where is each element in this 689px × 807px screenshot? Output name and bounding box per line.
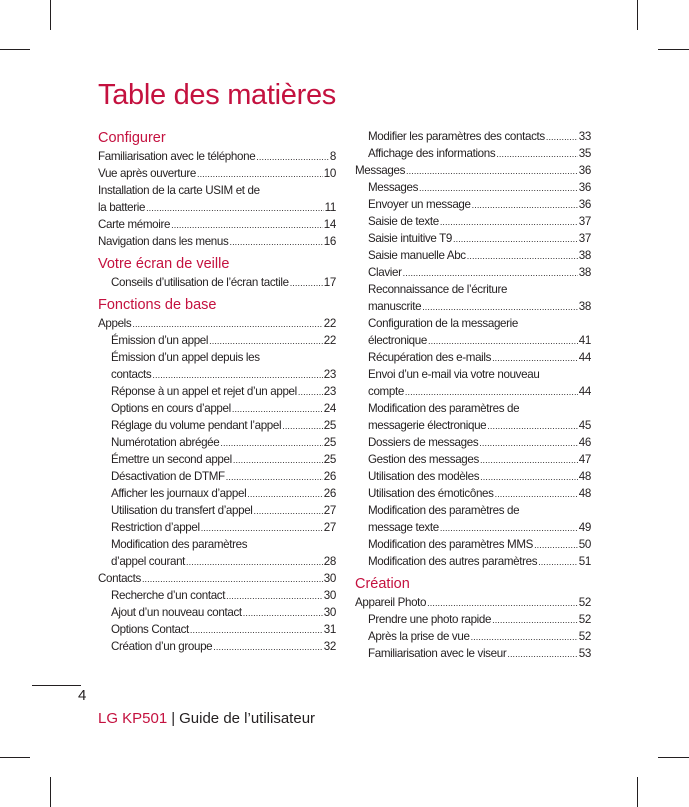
toc-entry-page: 44 [578, 385, 591, 398]
toc-entry[interactable] [98, 315, 336, 332]
dot-leader [233, 452, 323, 469]
toc-entry-title: Carte mémoire [98, 218, 171, 231]
toc-entry-title: Émission d’un appel [111, 334, 209, 347]
toc-entry-title: Désactivation de DTMF [111, 470, 225, 483]
dot-leader [243, 605, 323, 622]
dot-leader [403, 265, 578, 282]
toc-entry-title: Messages [368, 181, 419, 194]
toc-entry-title: Messages [355, 164, 406, 177]
toc-entry-page: 46 [578, 436, 591, 449]
dot-leader [226, 588, 323, 605]
toc-entry-title: Gestion des messages [368, 453, 479, 466]
toc-entry-title: Envoyer un message [368, 198, 471, 211]
toc-entry-page: 48 [578, 487, 591, 500]
dot-leader [492, 612, 578, 629]
toc-entry-title: compte [368, 385, 404, 398]
toc-entry-page: 36 [578, 164, 591, 177]
crop-mark [50, 777, 51, 807]
toc-left-column [98, 128, 336, 655]
toc-entry[interactable] [98, 502, 336, 519]
dot-leader [440, 520, 578, 537]
dot-leader [171, 217, 323, 234]
toc-entry-title: Utilisation des modèles [368, 470, 480, 483]
toc-entry-page: 52 [578, 630, 591, 643]
toc-entry[interactable] [355, 468, 591, 485]
toc-entry[interactable] [355, 349, 591, 366]
toc-entry-page: 27 [323, 521, 336, 534]
footer-separator: | [171, 710, 176, 727]
dot-leader [546, 129, 578, 146]
toc-entry-title: Afficher les journaux d’appel [111, 487, 247, 500]
toc-entry[interactable] [355, 196, 591, 213]
dot-leader [190, 622, 323, 639]
section-heading: Fonctions de base [98, 297, 217, 313]
crop-mark [658, 49, 689, 50]
toc-entry-title: électronique [368, 334, 427, 347]
toc-entry-page: 51 [578, 555, 591, 568]
toc-entry-page: 24 [323, 402, 336, 415]
toc-entry-title: Recherche d’un contact [111, 589, 226, 602]
toc-entry-title: Restriction d’appel [111, 521, 200, 534]
toc-entry-title: Utilisation des émoticônes [368, 487, 494, 500]
crop-mark [658, 757, 689, 758]
toc-entry-title: Prendre une photo rapide [368, 613, 492, 626]
toc-entry-title: messagerie électronique [368, 419, 487, 432]
dot-leader [440, 214, 578, 231]
toc-entry-title: Modification des paramètres [111, 538, 248, 551]
toc-entry-title: Options en cours d’appel [111, 402, 231, 415]
crop-mark [637, 0, 638, 30]
dot-leader [186, 554, 323, 571]
dot-leader [479, 435, 578, 452]
page-number-rule [32, 685, 81, 686]
toc-entry[interactable] [98, 468, 336, 485]
toc-entry[interactable] [355, 162, 591, 179]
toc-entry[interactable] [355, 281, 591, 315]
crop-mark [50, 0, 51, 30]
toc-entry[interactable] [98, 332, 336, 349]
toc-entry-page: 30 [323, 589, 336, 602]
toc-entry-page: 48 [578, 470, 591, 483]
page-number: 4 [78, 687, 87, 704]
dot-leader [254, 503, 323, 520]
toc-entry-title: Réponse à un appel et rejet d’un appel [111, 385, 297, 398]
toc-entry[interactable] [98, 349, 336, 383]
toc-entry-title: Conseils d’utilisation de l’écran tactile [111, 276, 289, 289]
dot-leader [406, 163, 578, 180]
toc-entry-page: 8 [329, 150, 336, 163]
toc-entry-page: 38 [578, 249, 591, 262]
dot-leader [480, 452, 578, 469]
toc-entry-title: Envoi d’un e-mail via votre nouveau [368, 368, 540, 381]
toc-entry-title: Modification des paramètres de [368, 504, 520, 517]
dot-leader [467, 248, 578, 265]
toc-entry-page: 26 [323, 470, 336, 483]
toc-entry-title: Affichage des informations [368, 147, 496, 160]
toc-entry[interactable] [98, 570, 336, 587]
toc-entry-page: 16 [323, 235, 336, 248]
toc-entry-page: 37 [578, 215, 591, 228]
toc-entry-page: 36 [578, 198, 591, 211]
toc-entry-title: Modification des autres paramètres [368, 555, 538, 568]
toc-entry[interactable] [98, 274, 336, 291]
toc-entry[interactable] [355, 628, 591, 645]
toc-entry-title: Saisie de texte [368, 215, 439, 228]
toc-entry-title: la batterie [98, 201, 146, 214]
toc-entry-page: 38 [578, 266, 591, 279]
toc-entry[interactable] [98, 400, 336, 417]
toc-entry-title: Modifier les paramètres des contacts [368, 130, 545, 143]
dot-leader [534, 537, 578, 554]
toc-entry-title: contacts [111, 368, 152, 381]
dot-leader [201, 520, 323, 537]
toc-entry-title: Familiarisation avec le viseur [368, 647, 507, 660]
toc-entry[interactable] [355, 611, 591, 628]
dot-leader [419, 180, 578, 197]
toc-right-column [355, 128, 591, 662]
toc-entry-page: 35 [578, 147, 591, 160]
toc-entry-title: Émission d’un appel depuis les [111, 351, 260, 364]
dot-leader [232, 401, 323, 418]
dot-leader [197, 166, 323, 183]
toc-entry[interactable] [355, 213, 591, 230]
toc-entry[interactable] [355, 502, 591, 536]
dot-leader [226, 469, 323, 486]
toc-entry[interactable] [355, 553, 591, 570]
toc-entry-title: Utilisation du transfert d’appel [111, 504, 253, 517]
dot-leader [538, 554, 578, 571]
toc-entry[interactable] [98, 417, 336, 434]
toc-entry-page: 23 [323, 368, 336, 381]
toc-entry[interactable] [355, 451, 591, 468]
toc-entry-page: 53 [578, 647, 591, 660]
toc-entry-page: 52 [578, 613, 591, 626]
dot-leader [492, 350, 578, 367]
crop-mark [637, 777, 638, 807]
dot-leader [405, 384, 578, 401]
toc-entry-title: Options Contact [111, 623, 189, 636]
crop-mark [0, 49, 30, 50]
page-title: Table des matières [98, 79, 336, 111]
dot-leader [213, 639, 323, 656]
dot-leader [229, 234, 322, 251]
toc-entry-title: message texte [368, 521, 439, 534]
footer-model: LG KP501 [98, 710, 168, 727]
toc-entry-page: 47 [578, 453, 591, 466]
dot-leader [422, 299, 578, 316]
toc-entry-page: 38 [578, 300, 591, 313]
toc-entry[interactable] [98, 485, 336, 502]
toc-entry[interactable] [355, 536, 591, 553]
toc-entry[interactable] [355, 400, 591, 434]
toc-entry-title: manuscrite [368, 300, 422, 313]
dot-leader [146, 200, 324, 217]
toc-entry-page: 49 [578, 521, 591, 534]
toc-entry[interactable] [98, 434, 336, 451]
toc-entry[interactable] [355, 179, 591, 196]
toc-entry[interactable] [355, 230, 591, 247]
toc-entry-page: 37 [578, 232, 591, 245]
toc-entry[interactable] [355, 485, 591, 502]
toc-entry-title: Saisie intuitive T9 [368, 232, 452, 245]
toc-entry-title: Clavier [368, 266, 402, 279]
toc-entry-title: Reconnaissance de l’écriture [368, 283, 508, 296]
toc-entry-page: 36 [578, 181, 591, 194]
toc-entry-title: Saisie manuelle Abc [368, 249, 466, 262]
toc-entry-page: 27 [323, 504, 336, 517]
toc-entry-title: Familiarisation avec le téléphone [98, 150, 256, 163]
toc-entry-title: Appareil Photo [355, 596, 427, 609]
toc-entry[interactable] [355, 145, 591, 162]
dot-leader [290, 275, 323, 292]
dot-leader [495, 486, 578, 503]
toc-entry-title: Navigation dans les menus [98, 235, 229, 248]
toc-entry-title: Modification des paramètres de [368, 402, 520, 415]
toc-entry-title: Après la prise de vue [368, 630, 470, 643]
toc-entry-title: Dossiers de messages [368, 436, 479, 449]
toc-entry[interactable] [98, 148, 336, 165]
toc-entry-page: 31 [323, 623, 336, 636]
dot-leader [427, 595, 578, 612]
toc-entry[interactable] [98, 165, 336, 182]
section-heading: Votre écran de veille [98, 256, 230, 272]
toc-entry-page: 26 [323, 487, 336, 500]
toc-entry-page: 52 [578, 596, 591, 609]
crop-mark [0, 757, 30, 758]
toc-entry-page: 44 [578, 351, 591, 364]
toc-entry-title: Appels [98, 317, 132, 330]
footer-guide-title: Guide de l’utilisateur [179, 710, 316, 727]
toc-entry-title: Configuration de la messagerie [368, 317, 518, 330]
toc-entry-page: 11 [324, 201, 336, 214]
toc-entry-title: Ajout d’un nouveau contact [111, 606, 242, 619]
toc-entry-title: Contacts [98, 572, 141, 585]
dot-leader [256, 149, 329, 166]
toc-entry-page: 32 [323, 640, 336, 653]
dot-leader [487, 418, 578, 435]
dot-leader [282, 418, 323, 435]
toc-entry[interactable] [355, 434, 591, 451]
footer [98, 710, 315, 727]
dot-leader [453, 231, 578, 248]
section-heading: Configurer [98, 130, 166, 146]
toc-entry[interactable] [98, 451, 336, 468]
dot-leader [507, 646, 577, 663]
dot-leader [496, 146, 577, 163]
dot-leader [480, 469, 578, 486]
toc-entry-title: Réglage du volume pendant l’appel [111, 419, 282, 432]
toc-entry[interactable] [98, 604, 336, 621]
dot-leader [209, 333, 323, 350]
toc-entry-page: 30 [323, 572, 336, 585]
toc-entry[interactable] [98, 182, 336, 216]
toc-entry-page: 41 [578, 334, 591, 347]
toc-entry[interactable] [98, 383, 336, 400]
toc-entry[interactable] [98, 233, 336, 250]
toc-entry[interactable] [355, 366, 591, 400]
toc-entry[interactable] [355, 315, 591, 349]
toc-entry-title: Création d’un groupe [111, 640, 213, 653]
dot-leader [247, 486, 323, 503]
toc-entry[interactable] [355, 594, 591, 611]
dot-leader [220, 435, 322, 452]
toc-entry[interactable] [355, 645, 591, 662]
toc-entry-page: 28 [323, 555, 336, 568]
toc-entry[interactable] [98, 587, 336, 604]
toc-entry[interactable] [98, 519, 336, 536]
toc-entry[interactable] [355, 247, 591, 264]
toc-entry-title: Vue après ouverture [98, 167, 196, 180]
dot-leader [472, 197, 578, 214]
toc-entry-page: 14 [323, 218, 336, 231]
toc-entry-page: 17 [323, 276, 336, 289]
toc-entry-title: Numérotation abrégée [111, 436, 220, 449]
toc-entry-title: Installation de la carte USIM et de [98, 184, 260, 197]
toc-entry-page: 33 [578, 130, 591, 143]
toc-entry-title: d’appel courant [111, 555, 186, 568]
dot-leader [471, 629, 578, 646]
dot-leader [428, 333, 578, 350]
toc-entry-page: 23 [323, 385, 336, 398]
section-heading: Création [355, 576, 410, 592]
toc-entry-page: 45 [578, 419, 591, 432]
toc-entry-page: 25 [323, 453, 336, 466]
dot-leader [298, 384, 323, 401]
toc-entry-title: Récupération des e-mails [368, 351, 492, 364]
toc-entry-title: Émettre un second appel [111, 453, 232, 466]
toc-entry-page: 22 [323, 317, 336, 330]
toc-entry[interactable] [98, 216, 336, 233]
toc-entry[interactable] [98, 621, 336, 638]
toc-entry-page: 10 [323, 167, 336, 180]
toc-entry[interactable] [355, 264, 591, 281]
dot-leader [132, 316, 322, 333]
toc-entry[interactable] [98, 638, 336, 655]
toc-entry-title: Modification des paramètres MMS [368, 538, 534, 551]
dot-leader [152, 367, 322, 384]
dot-leader [142, 571, 323, 588]
toc-entry[interactable] [355, 128, 591, 145]
toc-entry-page: 30 [323, 606, 336, 619]
toc-entry-page: 25 [323, 436, 336, 449]
toc-entry[interactable] [98, 536, 336, 570]
toc-entry-page: 50 [578, 538, 591, 551]
toc-entry-page: 25 [323, 419, 336, 432]
toc-entry-page: 22 [323, 334, 336, 347]
